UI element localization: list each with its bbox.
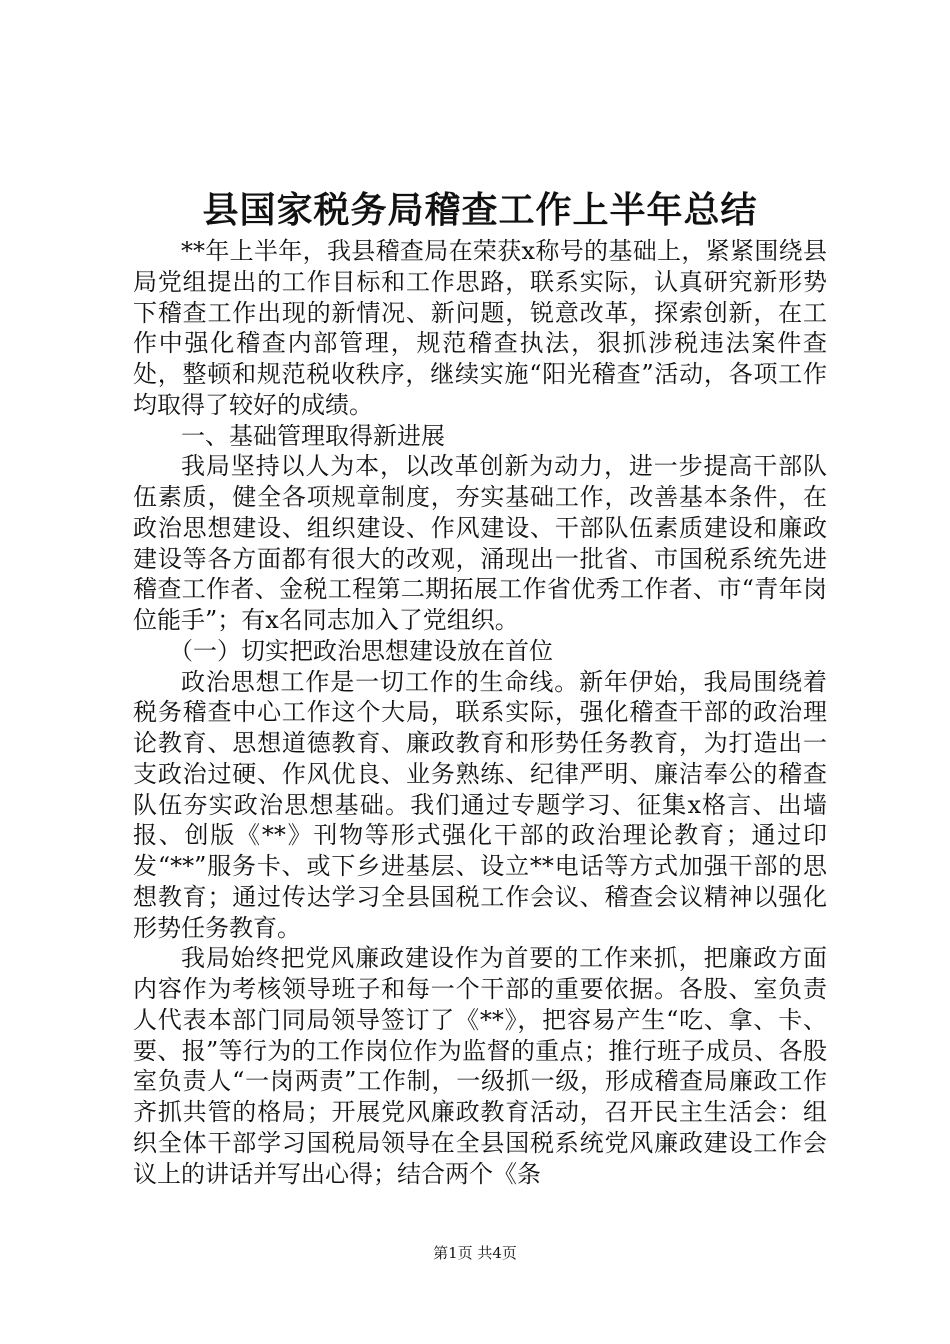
subsection-heading-1: （一）切实把政治思想建设放在首位 <box>169 636 553 665</box>
section-heading-1: 一、基础管理取得新进展 <box>181 421 445 450</box>
document-title: 县国家税务局稽查工作上半年总结 <box>202 189 758 231</box>
page-number-footer: 第1页 共4页 <box>433 1244 517 1262</box>
document-body <box>133 236 827 1189</box>
paragraph-intro: **年上半年，我县稽查局在荣获x称号的基础上，紧紧围绕县局党组提出的工作目标和工作思路，联系实际，认真研究新形势下稽查工作出现的新情况、新问题，锐意改革，探索创新，在工作中强化稽查内部管理，规范稽查执法，狠抓涉税违法案件查处，整顿和规范税收秩序，继续实施“阳光稽查”活动，各项工作均取得了较好的成绩。 <box>133 237 827 419</box>
paragraph-anti-corruption: 我局始终把党风廉政建设作为首要的工作来抓，把廉政方面内容作为考核领导班子和每一个干部的重要依据。各股、室负责人代表本部门同局领导签订了《**》，把容易产生“吃、拿、卡、要、报”等行为的工作岗位作为监督的重点；推行班子成员、各股室负责人“一岗两责”工作制，一级抓一级，形成稽查局廉政工作齐抓共管的格局；开展党风廉政教育活动，召开民主生活会：组织全体干部学习国税局领导在全县国税系统党风廉政建设工作会议上的讲话并写出心得；结合两个《条 <box>133 944 827 1188</box>
paragraph-political-thought: 政治思想工作是一切工作的生命线。新年伊始，我局围绕着税务稽查中心工作这个大局，联系实际，强化稽查干部的政治理论教育、思想道德教育、廉政教育和形势任务教育，为打造出一支政治过硬、作风优良、业务熟练、纪律严明、廉洁奉公的稽查队伍夯实政治思想基础。我们通过专题学习、征集x格言、出墙报、创版《**》刊物等形式强化干部的政治理论教育；通过印发“**”服务卡、或下乡进基层、设立**电话等方式加强干部的思想教育；通过传达学习全县国税工作会议、稽查会议精神以强化形势任务教育。 <box>133 667 827 942</box>
paragraph-basic-management: 我局坚持以人为本，以改革创新为动力，进一步提高干部队伍素质，健全各项规章制度，夯实基础工作，改善基本条件，在政治思想建设、组织建设、作风建设、干部队伍素质建设和廉政建设等各方面都有很大的改观，涌现出一批省、市国税系统先进稽查工作者、金税工程第二期拓展工作省优秀工作者、市“青年岗位能手”；有x名同志加入了党组织。 <box>133 452 827 634</box>
